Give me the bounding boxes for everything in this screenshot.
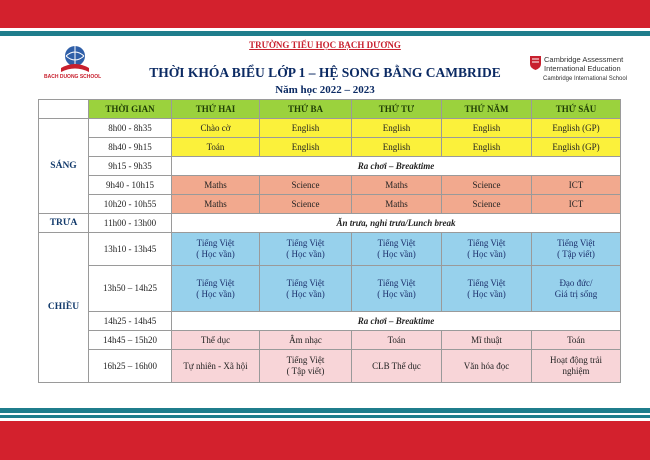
top-teal-band: [0, 31, 650, 36]
header-wednesday: THỨ TƯ: [352, 100, 442, 119]
subject-cell: Toán: [532, 331, 621, 350]
subject-subline: ( Tập viết): [557, 249, 595, 259]
header-row: [39, 100, 621, 119]
subject-cell: Văn hóa đọc: [442, 350, 532, 383]
subject-line: Tiếng Việt: [196, 238, 235, 248]
bottom-teal-band: [0, 408, 650, 413]
school-logo-caption: BACH DUONG SCHOOL: [44, 74, 102, 80]
time-cell: 10h20 - 10h55: [89, 195, 172, 214]
time-cell: 9h40 - 10h15: [89, 176, 172, 195]
time-cell: 16h25 – 16h00: [89, 350, 172, 383]
subject-cell: Âm nhạc: [260, 331, 352, 350]
subject-line: Tiếng Việt: [286, 355, 325, 365]
subject-cell: Science: [442, 176, 532, 195]
school-name: TRƯỜNG TIỂU HỌC BẠCH DƯƠNG: [249, 40, 401, 50]
time-cell: 14h25 - 14h45: [89, 312, 172, 331]
subject-cell: [260, 233, 352, 266]
table-row: [39, 331, 621, 350]
subject-cell: Science: [260, 195, 352, 214]
subject-subline: ( Học vần): [196, 288, 235, 299]
subject-cell: [352, 233, 442, 266]
subject-line: Tiếng Việt: [377, 277, 416, 288]
period-morning: SÁNG: [39, 119, 89, 214]
subject-cell: English (GP): [532, 119, 621, 138]
subject-cell: Maths: [352, 176, 442, 195]
subject-cell: CLB Thể dục: [352, 350, 442, 383]
time-cell: 8h00 - 8h35: [89, 119, 172, 138]
top-red-band: [0, 0, 650, 28]
table-row: [39, 176, 621, 195]
subject-line: Tiếng Việt: [377, 238, 416, 248]
cambridge-logo: [530, 56, 640, 82]
time-cell: 13h50 – 14h25: [89, 266, 172, 312]
subject-cell: Chào cờ: [172, 119, 260, 138]
subject-cell: [442, 266, 532, 312]
subject-line: Tiếng Việt: [557, 238, 595, 248]
breaktime-cell: Ra chơi – Breaktime: [172, 157, 621, 176]
subject-subline: ( Học vần): [286, 288, 325, 299]
subject-cell: Maths: [352, 195, 442, 214]
subject-subline: Giá trị sống: [554, 288, 598, 299]
cambridge-line2: International Education: [544, 63, 621, 73]
school-year: Năm học 2022 – 2023: [275, 84, 375, 96]
shield-icon: [530, 56, 541, 70]
bottom-teal-band-thin: [0, 415, 650, 418]
header-friday: THỨ SÁU: [532, 100, 621, 119]
subject-cell: [442, 233, 532, 266]
bottom-red-band: [0, 421, 650, 460]
subject-line: Tiếng Việt: [286, 238, 325, 248]
time-cell: 11h00 - 13h00: [89, 214, 172, 233]
time-cell: 14h45 – 15h20: [89, 331, 172, 350]
header-thursday: THỨ NĂM: [442, 100, 532, 119]
subject-cell: Toán: [352, 331, 442, 350]
page-title: THỜI KHÓA BIỂU LỚP 1 – HỆ SONG BẰNG CAMBRIDE: [149, 65, 501, 80]
cambridge-line1: Cambridge Assessment: [544, 55, 624, 64]
subject-cell: [532, 233, 621, 266]
subject-cell: [532, 266, 621, 312]
table-row: [39, 350, 621, 383]
period-afternoon: CHIỀU: [39, 233, 89, 383]
header-blank: [39, 100, 89, 119]
table-row: [39, 195, 621, 214]
subject-subline: ( Học vần): [377, 249, 416, 259]
subject-cell: English: [260, 138, 352, 157]
subject-subline: ( Học vần): [377, 288, 416, 299]
subject-cell: ICT: [532, 195, 621, 214]
time-cell: 13h10 - 13h45: [89, 233, 172, 266]
subject-cell: [260, 266, 352, 312]
subject-cell: [532, 350, 621, 383]
subject-cell: [260, 350, 352, 383]
table-row: [39, 214, 621, 233]
breaktime-cell: Ra chơi – Breaktime: [172, 312, 621, 331]
subject-cell: ICT: [532, 176, 621, 195]
subject-subline: ( Học vần): [286, 249, 325, 259]
subject-subline: ( Học vần): [467, 288, 506, 299]
table-row: [39, 138, 621, 157]
subject-subline: nghiệm: [562, 366, 590, 376]
subject-line: Đạo đức/: [559, 277, 593, 288]
subject-subline: ( Học vần): [467, 249, 506, 259]
table-row: [39, 312, 621, 331]
subject-line: Hoạt động trải: [550, 355, 602, 365]
subject-line: Tiếng Việt: [196, 277, 235, 288]
subject-cell: [172, 233, 260, 266]
table-row: [39, 157, 621, 176]
table-row: [39, 266, 621, 312]
subject-cell: Science: [442, 195, 532, 214]
subject-cell: English: [442, 138, 532, 157]
subject-cell: Mĩ thuật: [442, 331, 532, 350]
time-cell: 9h15 - 9h35: [89, 157, 172, 176]
subject-cell: Tự nhiên - Xã hội: [172, 350, 260, 383]
lunch-break-cell: Ăn trưa, nghỉ trưa/Lunch break: [172, 214, 621, 233]
subject-cell: English: [352, 119, 442, 138]
subject-cell: Maths: [172, 176, 260, 195]
table-row: [39, 119, 621, 138]
header-tuesday: THỨ BA: [260, 100, 352, 119]
subject-subline: ( Học vần): [196, 249, 235, 259]
subject-line: Tiếng Việt: [286, 277, 325, 288]
subject-cell: Maths: [172, 195, 260, 214]
header-time: THỜI GIAN: [89, 100, 172, 119]
subject-cell: [172, 266, 260, 312]
subject-cell: Toán: [172, 138, 260, 157]
table-row: [39, 233, 621, 266]
subject-cell: [352, 266, 442, 312]
subject-cell: Science: [260, 176, 352, 195]
subject-subline: ( Tập viết): [286, 366, 325, 376]
subject-line: Tiếng Việt: [467, 277, 506, 288]
period-noon: TRƯA: [39, 214, 89, 233]
header-monday: THỨ HAI: [172, 100, 260, 119]
cambridge-line3: Cambridge International School: [543, 76, 628, 82]
subject-cell: English: [352, 138, 442, 157]
subject-cell: English: [442, 119, 532, 138]
subject-line: Tiếng Việt: [467, 238, 506, 248]
timetable: [38, 99, 621, 383]
subject-cell: Thể dục: [172, 331, 260, 350]
subject-cell: English: [260, 119, 352, 138]
subject-cell: English (GP): [532, 138, 621, 157]
time-cell: 8h40 - 9h15: [89, 138, 172, 157]
